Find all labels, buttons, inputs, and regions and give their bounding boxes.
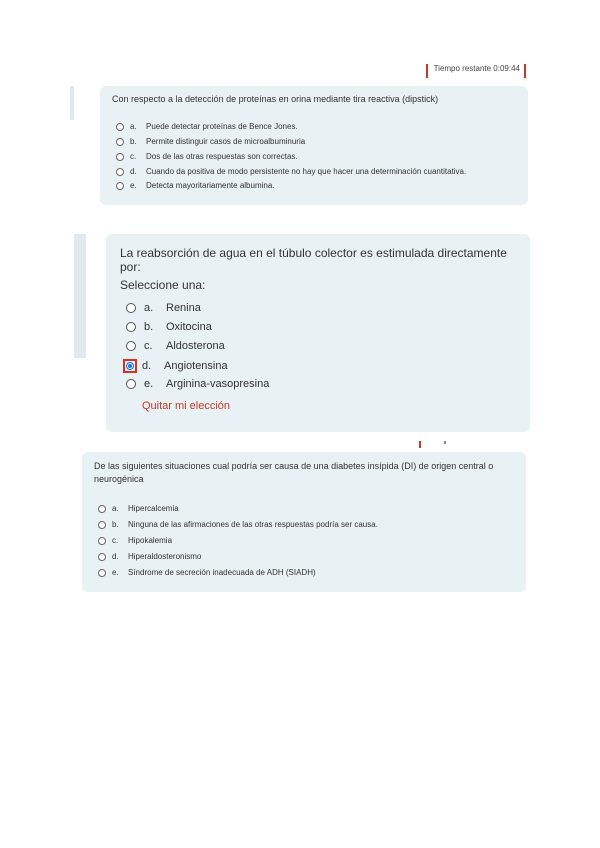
radio-icon[interactable] <box>116 138 124 146</box>
question-1-card <box>100 86 528 205</box>
radio-icon[interactable] <box>126 379 136 389</box>
question-2-option-b[interactable]: b. Oxitocina <box>126 321 212 333</box>
radio-icon[interactable] <box>126 303 136 313</box>
question-1-option-e[interactable]: e. Detecta mayoritariamente albumina. <box>116 181 275 190</box>
question-3-text: De las siguientes situaciones cual podría ser causa de una diabetes insípida (DI) de origen central o neurogénica <box>94 461 494 484</box>
radio-icon[interactable] <box>126 341 136 351</box>
question-1-option-c[interactable]: c. Dos de las otras respuestas son correctas. <box>116 152 298 161</box>
radio-icon[interactable] <box>116 153 124 161</box>
question-3-card <box>82 452 526 592</box>
question-1-option-b[interactable]: b. Permite distinguir casos de microalbuminuria <box>116 137 305 146</box>
divider-tick <box>419 441 421 448</box>
radio-icon[interactable] <box>98 505 106 513</box>
radio-icon[interactable] <box>98 521 106 529</box>
radio-checked-icon[interactable] <box>126 362 134 370</box>
question-nav-strip <box>74 234 86 358</box>
question-3-option-d[interactable]: d. Hiperaldosteronismo <box>98 552 201 561</box>
question-nav-strip <box>70 86 74 120</box>
select-prompt: Seleccione una: <box>120 278 206 292</box>
question-3-option-a[interactable]: a. Hipercalcemia <box>98 504 179 513</box>
question-2-option-d-selected[interactable]: d. Angiotensina <box>126 359 228 373</box>
question-2-option-c[interactable]: c. Aldosterona <box>126 340 225 352</box>
clear-choice-link[interactable]: Quitar mi elección <box>142 400 231 412</box>
question-1-option-a[interactable]: a. Puede detectar proteínas de Bence Jones. <box>116 122 298 131</box>
question-2-card <box>106 234 530 432</box>
question-3-option-c[interactable]: c. Hipokalemia <box>98 536 172 545</box>
radio-icon[interactable] <box>116 168 124 176</box>
divider-tick <box>444 441 446 444</box>
question-1-option-d[interactable]: d. Cuando da positiva de modo persistente no hay que hacer una determinación cuantitativa. <box>116 167 466 176</box>
question-2-text: La reabsorción de agua en el túbulo colector es estimulada directamente por: <box>120 246 507 274</box>
question-2-option-a[interactable]: a. Renina <box>126 302 201 314</box>
question-3-option-b[interactable]: b. Ninguna de las afirmaciones de las otras respuestas podría ser causa. <box>98 520 378 529</box>
radio-icon[interactable] <box>98 569 106 577</box>
question-2-option-e[interactable]: e. Arginina-vasopresina <box>126 378 269 390</box>
time-remaining: Tiempo restante 0:09:44 <box>426 64 526 78</box>
selected-radio-focus[interactable] <box>123 359 137 373</box>
radio-icon[interactable] <box>126 322 136 332</box>
radio-icon[interactable] <box>116 182 124 190</box>
question-3-option-e[interactable]: e. Síndrome de secreción inadecuada de ADH (SIADH) <box>98 568 316 577</box>
question-1-text: Con respecto a la detección de proteínas en orina mediante tira reactiva (dipstick) <box>112 94 439 104</box>
radio-icon[interactable] <box>116 123 124 131</box>
radio-icon[interactable] <box>98 553 106 561</box>
radio-icon[interactable] <box>98 537 106 545</box>
